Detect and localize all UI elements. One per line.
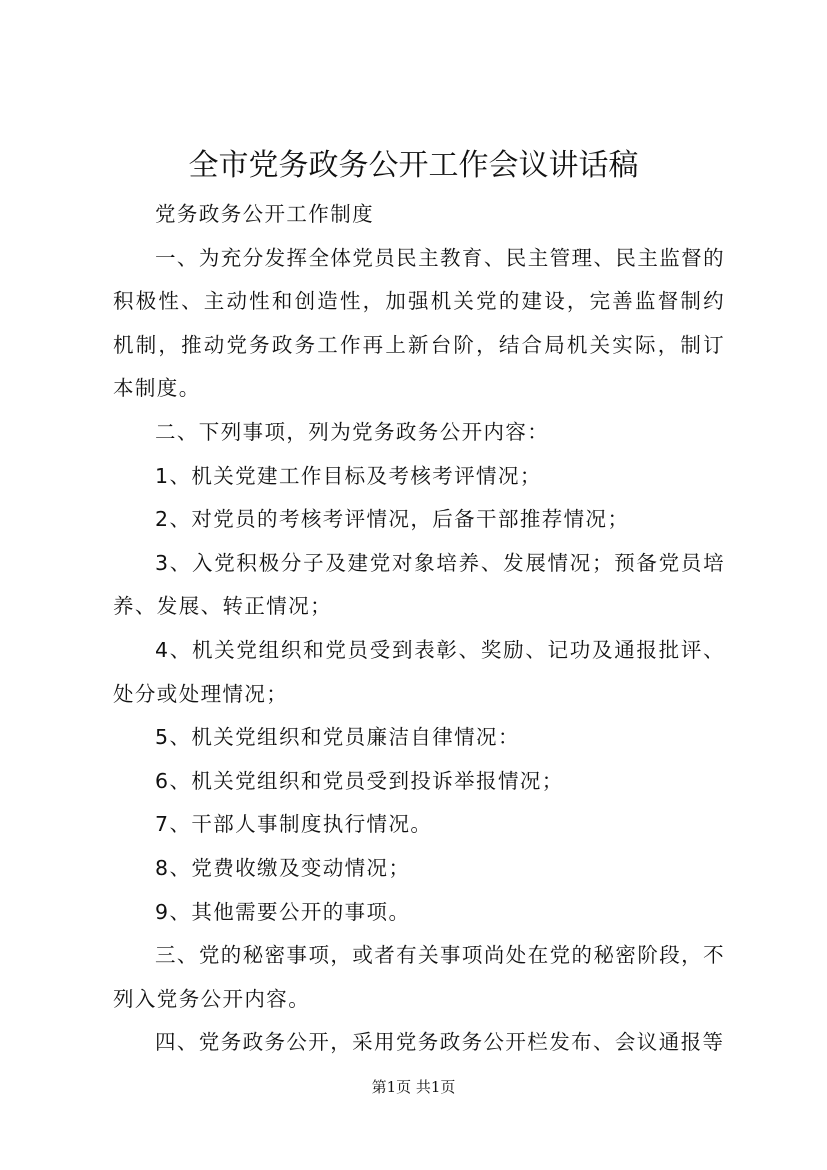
document-title: 全市党务政务公开工作会议讲话稿 <box>188 148 639 183</box>
paragraph-3: 三、党的秘密事项，或者有关事项尚处在党的秘密阶段，不列入党务公开内容。 <box>113 943 725 1011</box>
list-item-1: 1、机关党建工作目标及考核考评情况； <box>155 463 542 488</box>
list-item-4: 4、机关党组织和党员受到表彰、奖励、记功及通报批评、处分或处理情况； <box>113 637 725 706</box>
list-item-5: 5、机关党组织和党员廉洁自律情况： <box>155 725 520 750</box>
list-item-3: 3、入党积极分子及建党对象培养、发展情况；预备党员培养、发展、转正情况； <box>113 550 725 619</box>
paragraph-2: 二、下列事项，列为党务政务公开内容： <box>155 419 550 444</box>
list-item-2: 2、对党员的考核考评情况，后备干部推荐情况； <box>155 507 630 532</box>
page-number-footer: 第1页 共1页 <box>371 1078 456 1096</box>
paragraph-heading: 党务政务公开工作制度 <box>155 202 374 226</box>
list-item-6: 6、机关党组织和党员受到投诉举报情况； <box>155 768 564 793</box>
paragraph-1: 一、为充分发挥全体党员民主教育、民主管理、民主监督的积极性、主动性和创造性，加强机关党的建设，完善监督制约机制，推动党务政务工作再上新台阶，结合局机关实际，制订本制度。 <box>113 245 725 401</box>
list-item-7: 7、干部人事制度执行情况。 <box>155 812 433 837</box>
list-item-9: 9、其他需要公开的事项。 <box>155 899 411 924</box>
paragraph-4: 四、党务政务公开，采用党务政务公开栏发布、会议通报等 <box>155 1030 725 1055</box>
list-item-8: 8、党费收缴及变动情况； <box>155 855 411 880</box>
document-body <box>113 193 725 1065</box>
